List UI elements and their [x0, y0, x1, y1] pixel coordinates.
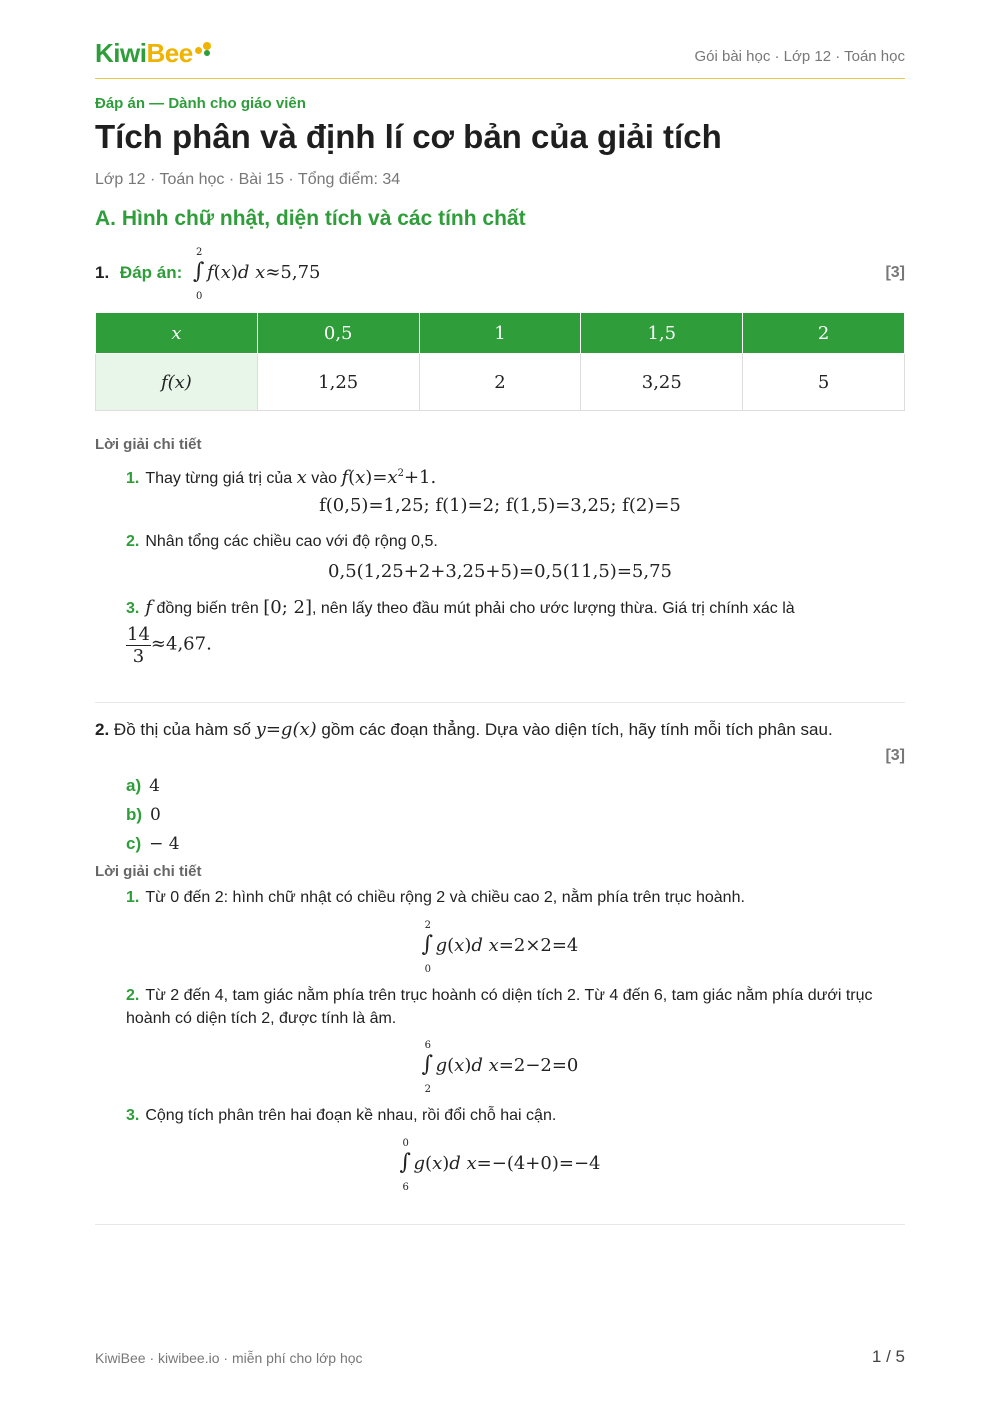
step-text: đồng biến trên	[156, 600, 259, 617]
step-equation: ∫ 2 0 g(x)d x=2×2=4	[421, 920, 579, 975]
table-cell: 1,25	[257, 354, 419, 411]
step-text: Từ 2 đến 4, tam giác nằm phía trên trục hoành có diện tích 2. Từ 4 đến 6, tam giác nằm phía dưới trục hoành có diện tích 2, được tính là âm.	[126, 987, 873, 1027]
table-cell: 3,25	[581, 354, 743, 411]
page-number: 1 / 5	[871, 1347, 905, 1366]
variable-f: f	[145, 597, 153, 618]
section-heading-a: A. Hình chữ nhật, diện tích và các tính chất	[95, 207, 526, 230]
answer-option-c: c) − 4	[126, 834, 180, 854]
exact-value	[126, 624, 212, 667]
step-text: Cộng tích phân trên hai đoạn kề nhau, rồi đổi chỗ hai cận.	[145, 1107, 557, 1124]
step-equation: ∫ 6 2 g(x)d x=2−2=0	[421, 1040, 579, 1095]
question-1	[95, 247, 905, 302]
step-number: 1.	[126, 470, 140, 487]
lesson-meta: Lớp 12 · Toán học · Bài 15 · Tổng điểm: 34	[95, 171, 401, 188]
solution-label: Lời giải chi tiết	[95, 436, 202, 453]
solution-label: Lời giải chi tiết	[95, 863, 202, 880]
question-number: 2.	[95, 720, 110, 739]
step-equation: 0,5(1,25+2+3,25+5)=0,5(11,5)=5,75	[328, 561, 672, 582]
question-marks: [3]	[885, 747, 905, 764]
function-label: y=g(x)	[255, 719, 317, 740]
table-header-row	[96, 313, 905, 354]
interval: [0; 2]	[263, 597, 312, 618]
logo-kiwi-text: Kiwi	[95, 38, 147, 68]
integral-sign: ∫ 2 0	[193, 247, 205, 302]
step-text: vào	[311, 470, 337, 487]
table-cell: 2	[419, 354, 581, 411]
solution-step	[126, 530, 886, 553]
step-equation: f(0,5)=1,25; f(1)=2; f(1,5)=3,25; f(2)=5	[319, 495, 681, 516]
solution-step	[126, 886, 886, 909]
divider	[95, 1224, 905, 1225]
step-text: Từ 0 đến 2: hình chữ nhật có chiều rộng 2 và chiều cao 2, nằm phía trên trục hoành.	[145, 889, 745, 906]
footer-text: KiwiBee · kiwibee.io · miễn phí cho lớp học	[95, 1350, 363, 1366]
table-header-cell: 1	[419, 313, 581, 354]
question-text: gồm các đoạn thẳng. Dựa vào diện tích, hãy tính mỗi tích phân sau.	[321, 720, 833, 739]
answer-value: ≈5,75	[265, 262, 321, 283]
question-number: 1.	[95, 263, 110, 282]
solution-step	[126, 462, 886, 490]
table-header-cell: x	[96, 313, 258, 354]
kiwibee-logo[interactable]	[95, 38, 213, 69]
question-marks: [3]	[885, 264, 905, 281]
divider	[95, 702, 905, 703]
step-text: , nên lấy theo đầu mút phải cho ước lượng thừa. Giá trị chính xác là	[311, 600, 795, 617]
table-row	[96, 354, 905, 411]
table-header-cell: 1,5	[581, 313, 743, 354]
answer-key-eyebrow: Đáp án — Dành cho giáo viên	[95, 95, 306, 112]
page-header	[95, 38, 905, 79]
step-text: Nhân tổng các chiều cao với độ rộng 0,5.	[145, 533, 438, 550]
bee-dots-icon	[195, 42, 213, 58]
values-table	[95, 312, 905, 411]
variable-x: x	[296, 467, 307, 488]
step-equation: ∫ 0 6 g(x)d x=−(4+0)=−4	[399, 1138, 601, 1193]
step-number: 2.	[126, 987, 140, 1004]
breadcrumb: Gói bài học · Lớp 12 · Toán học	[694, 48, 905, 65]
answer-label: Đáp án:	[119, 263, 183, 282]
solution-step	[126, 596, 886, 620]
table-header-cell: 0,5	[257, 313, 419, 354]
step-number: 3.	[126, 1107, 140, 1124]
solution-step	[126, 1104, 886, 1127]
fraction: $\frac{14}{3}$	[127, 624, 150, 667]
logo-bee-text: Bee	[146, 38, 193, 68]
question-2	[95, 717, 870, 743]
page-title: Tích phân và định lí cơ bản của giải tích	[95, 118, 722, 155]
function-definition: $f(x)=x^2+1$.	[341, 467, 437, 488]
step-text: Thay từng giá trị của	[145, 470, 293, 487]
question-text: Đồ thị của hàm số	[113, 720, 251, 739]
step-number: 2.	[126, 533, 140, 550]
approx-value: ≈4,67.	[150, 633, 212, 655]
table-row-label: f(x)	[96, 354, 258, 411]
table-header-cell: 2	[743, 313, 905, 354]
step-number: 3.	[126, 600, 140, 617]
step-number: 1.	[126, 889, 140, 906]
table-cell: 5	[743, 354, 905, 411]
answer-option-a: a) 4	[126, 776, 160, 796]
solution-step	[126, 984, 886, 1030]
answer-option-b: b) 0	[126, 805, 161, 825]
answer-integral: ∫ 2 0 f(x)d x≈5,75	[193, 247, 321, 302]
